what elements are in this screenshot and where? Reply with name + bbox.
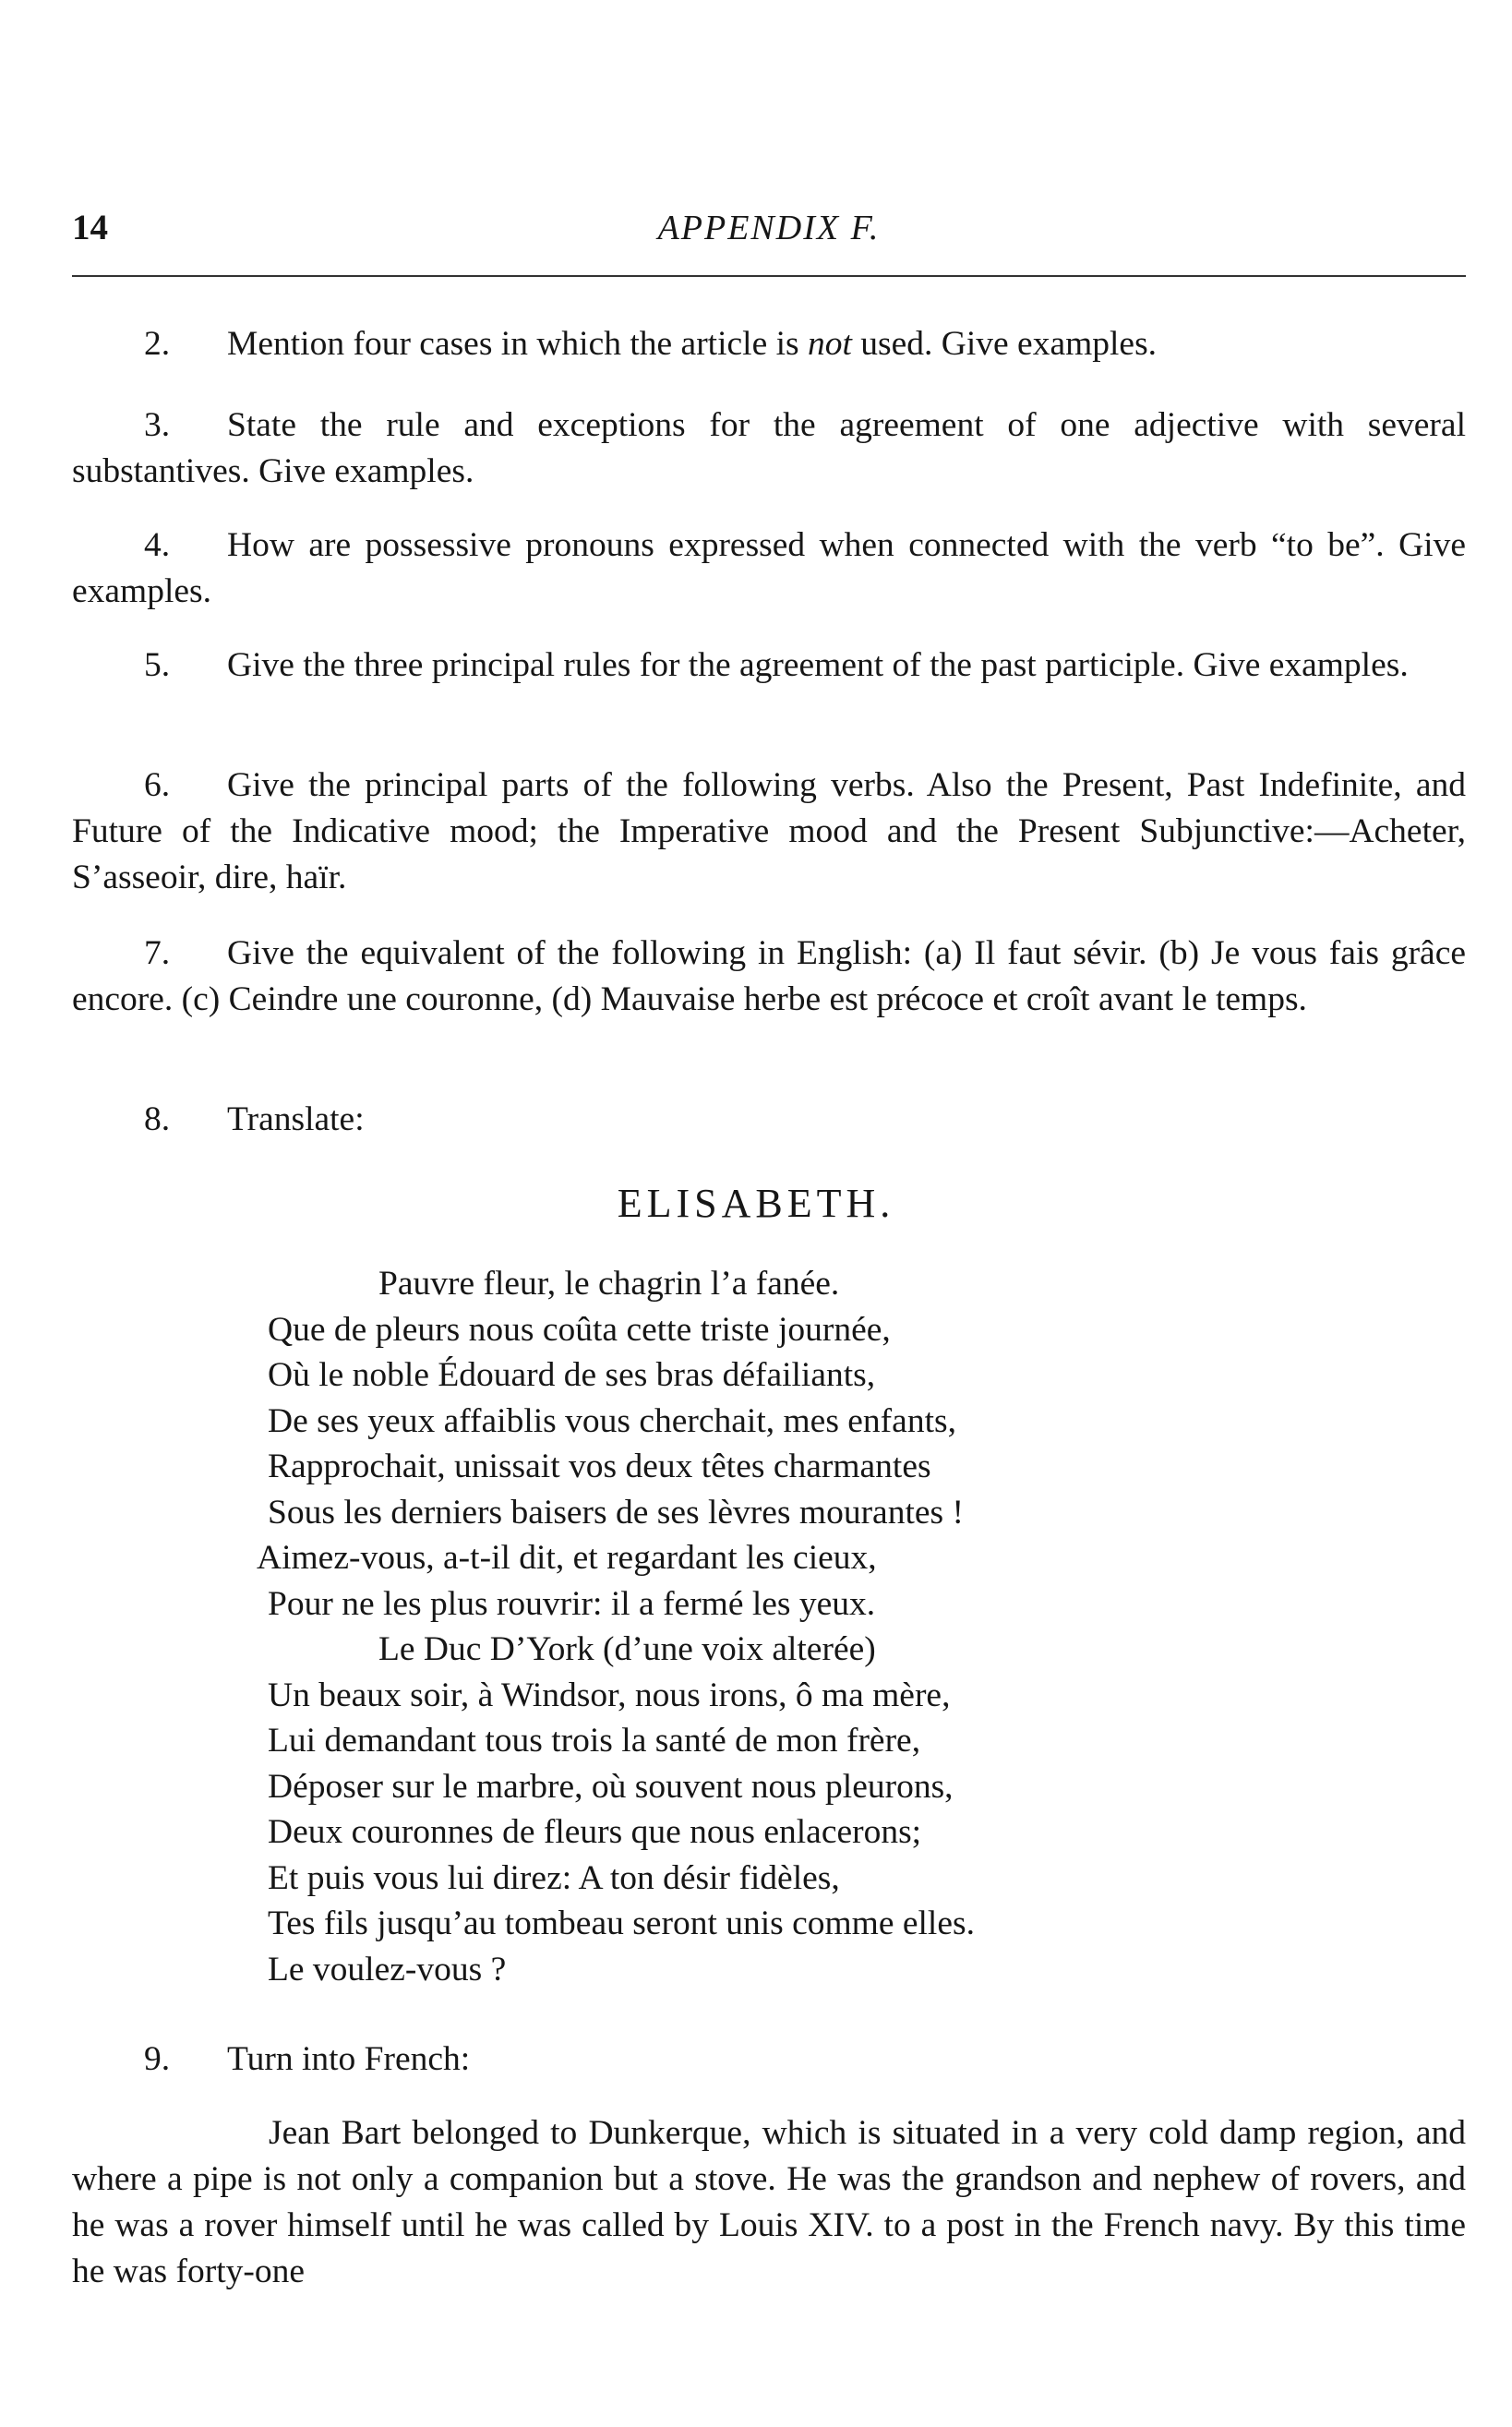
poem-line: Sous les derniers baisers de ses lèvres mourantes ! — [268, 1493, 964, 1532]
question-number: 7. — [144, 934, 171, 972]
question-6 — [72, 763, 1466, 901]
question-2 — [72, 321, 1466, 367]
page-number: 14 — [72, 208, 108, 247]
question-number: 8. — [144, 1100, 171, 1138]
question-number: 6. — [144, 766, 171, 804]
question-number: 2. — [144, 325, 171, 363]
question-text: Give the principal parts of the following verbs. Also the Present, Past Indefinite, and Future of the Indicative mood; the Imperative mood and the Present Subjunctive:—Acheter, S’asseoir, dire, haïr. — [72, 766, 1466, 896]
question-text: Give the three principal rules for the agreement of the past participle. Give examples. — [227, 646, 1409, 684]
question-text: Translate: — [227, 1100, 365, 1138]
poem-line: De ses yeux affaiblis vous cherchait, mes enfants, — [268, 1401, 956, 1440]
question-text: Mention four cases in which the article is — [227, 325, 808, 363]
question-8 — [72, 1097, 1466, 1143]
question-4 — [72, 523, 1466, 615]
poem-line: Un beaux soir, à Windsor, nous irons, ô ma mère, — [268, 1676, 951, 1714]
poem-line: Le Duc D’York (d’une voix alterée) — [378, 1630, 876, 1668]
page-header — [72, 205, 1466, 251]
poem-line: Le voulez-vous ? — [268, 1950, 507, 1988]
poem-line: Que de pleurs nous coûta cette triste journée, — [268, 1310, 891, 1349]
question-text: State the rule and exceptions for the agreement of one adjective with several substantives. Give examples. — [72, 406, 1466, 490]
poem-line: Rapprochait, unissait vos deux têtes charmantes — [268, 1448, 931, 1485]
question-text: How are possessive pronouns expressed when connected with the verb “to be”. Give examples. — [72, 526, 1466, 610]
prose-paragraph: Jean Bart belonged to Dunkerque, which is situated in a very cold damp region, and where a pipe is not only a companion but a stove. He was the grandson and nephew of rovers, and he was a rover himself until he was called by Louis XIV. to a post in the French navy. By this time he was forty-one — [72, 2114, 1466, 2290]
header-divider — [72, 275, 1466, 277]
poem-line: Et puis vous lui direz: A ton désir fidèles, — [268, 1858, 840, 1897]
poem-line: Tes fils jusqu’au tombeau seront unis comme elles. — [268, 1904, 975, 1942]
question-3 — [72, 402, 1466, 495]
question-text: used. Give examples. — [851, 325, 1158, 363]
question-number: 9. — [144, 2040, 171, 2078]
poem-title: ELISABETH. — [617, 1181, 895, 1226]
poem-line: Pauvre fleur, le chagrin l’a fanée. — [378, 1265, 840, 1303]
question-number: 5. — [144, 646, 171, 684]
question-5 — [72, 643, 1466, 689]
poem-line: Pour ne les plus rouvrir: il a fermé les yeux. — [268, 1584, 876, 1623]
poem-line: Où le noble Édouard de ses bras défailiants, — [268, 1356, 876, 1394]
running-title: APPENDIX F. — [657, 209, 881, 247]
question-9 — [72, 2037, 1466, 2083]
question-text: Give the equivalent of the following in English: (a) Il faut sévir. (b) Je vous fais grâce encore. (c) Ceindre une couronne, (d) Mauvaise herbe est précoce et croît avant le temps. — [72, 934, 1466, 1018]
question-text: Turn into French: — [227, 2040, 471, 2078]
poem-line: Lui demandant tous trois la santé de mon frère, — [268, 1722, 921, 1760]
question-7 — [72, 931, 1466, 1023]
question-number: 3. — [144, 406, 171, 444]
emphasis-text: not — [808, 325, 852, 363]
poem-line: Aimez-vous, a-t-il dit, et regardant les cieux, — [257, 1539, 877, 1577]
poem-line: Deux couronnes de fleurs que nous enlacerons; — [268, 1813, 922, 1851]
question-number: 4. — [144, 526, 171, 564]
poem-line: Déposer sur le marbre, où souvent nous pleurons, — [268, 1767, 954, 1806]
prose-passage — [72, 2110, 1466, 2295]
